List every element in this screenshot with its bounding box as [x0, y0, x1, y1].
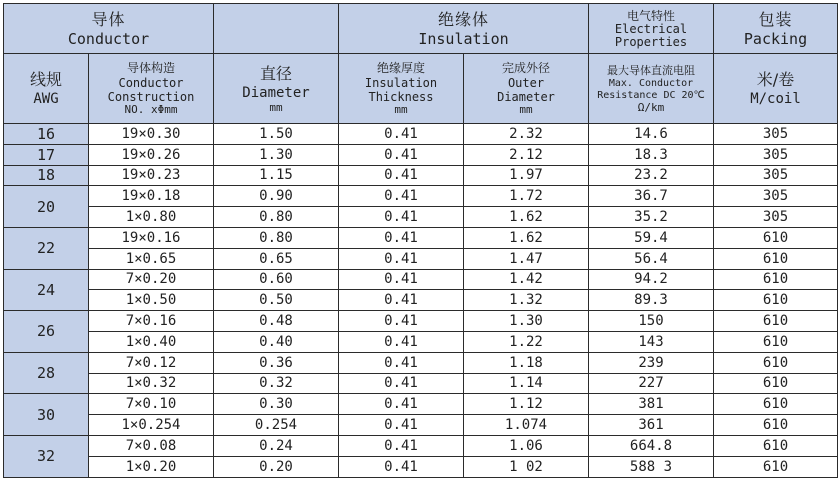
resistance-cell: 227 [589, 373, 714, 394]
packing-cell: 305 [714, 186, 838, 207]
construction-cell: 19×0.18 [89, 186, 214, 207]
outer-cell: 1.22 [464, 331, 589, 352]
spec-table-body [4, 124, 838, 478]
construction-cell: 19×0.26 [89, 144, 214, 165]
diameter-cell: 0.50 [214, 290, 339, 311]
header-insulation [339, 4, 589, 54]
diameter-cell: 0.60 [214, 269, 339, 290]
outer-cell: 1.42 [464, 269, 589, 290]
col-thickness [339, 54, 464, 124]
thickness-cell: 0.41 [339, 394, 464, 415]
thickness-cell: 0.41 [339, 207, 464, 228]
col-diameter [214, 54, 339, 124]
col-thickness-en-2: Thickness [368, 90, 434, 104]
diameter-cell: 0.30 [214, 394, 339, 415]
awg-cell: 28 [4, 352, 89, 394]
packing-cell: 610 [714, 352, 838, 373]
col-resistance [589, 54, 714, 124]
col-awg-zh: 线规 [29, 69, 62, 89]
header-packing-zh: 包装 [758, 9, 793, 29]
table-row [4, 207, 838, 228]
outer-cell: 1.72 [464, 186, 589, 207]
awg-cell: 20 [4, 186, 89, 228]
col-outer-zh: 完成外径 [501, 61, 550, 75]
resistance-cell: 23.2 [589, 165, 714, 186]
packing-cell: 610 [714, 311, 838, 332]
table-row [4, 311, 838, 332]
packing-cell: 610 [714, 227, 838, 248]
packing-cell: 610 [714, 415, 838, 436]
header-conductor [4, 4, 214, 54]
resistance-cell: 143 [589, 331, 714, 352]
col-construction-unit: NO. xΦmm [124, 103, 178, 116]
col-diameter-en: Diameter [242, 84, 310, 101]
resistance-cell: 89.3 [589, 290, 714, 311]
thickness-cell: 0.41 [339, 435, 464, 456]
resistance-cell: 36.7 [589, 186, 714, 207]
table-row [4, 352, 838, 373]
table-row [4, 269, 838, 290]
diameter-cell: 0.24 [214, 435, 339, 456]
diameter-cell: 1.15 [214, 165, 339, 186]
construction-cell: 1×0.65 [89, 248, 214, 269]
awg-cell: 22 [4, 227, 89, 269]
wire-spec-table [3, 3, 838, 478]
col-packing [714, 54, 838, 124]
resistance-cell: 35.2 [589, 207, 714, 228]
outer-cell: 1.14 [464, 373, 589, 394]
packing-cell: 610 [714, 394, 838, 415]
diameter-cell: 1.50 [214, 124, 339, 145]
thickness-cell: 0.41 [339, 269, 464, 290]
resistance-cell: 361 [589, 415, 714, 436]
diameter-cell: 0.90 [214, 186, 339, 207]
construction-cell: 19×0.30 [89, 124, 214, 145]
outer-cell: 1.47 [464, 248, 589, 269]
resistance-cell: 94.2 [589, 269, 714, 290]
construction-cell: 1×0.20 [89, 456, 214, 477]
packing-cell: 610 [714, 269, 838, 290]
resistance-cell: 588 3 [589, 456, 714, 477]
resistance-cell: 381 [589, 394, 714, 415]
outer-cell: 1.074 [464, 415, 589, 436]
col-resistance-en-2: Resistance DC 20℃ [597, 89, 705, 101]
diameter-cell: 0.65 [214, 248, 339, 269]
packing-cell: 610 [714, 435, 838, 456]
col-resistance-unit: Ω/km [637, 100, 665, 114]
diameter-cell: 0.40 [214, 331, 339, 352]
header-electrical-zh: 电气特性 [626, 8, 675, 23]
col-thickness-en-1: Insulation [364, 76, 438, 90]
packing-cell: 610 [714, 331, 838, 352]
header-conductor-en: Conductor [67, 29, 150, 48]
table-row [4, 165, 838, 186]
table-row [4, 331, 838, 352]
table-row [4, 415, 838, 436]
col-outer-en-1: Outer [507, 76, 545, 90]
col-diameter-zh: 直径 [259, 63, 292, 83]
thickness-cell: 0.41 [339, 331, 464, 352]
packing-cell: 305 [714, 124, 838, 145]
col-resistance-zh: 最大导体直流电阻 [607, 63, 695, 77]
header-packing [714, 4, 838, 54]
construction-cell: 7×0.12 [89, 352, 214, 373]
construction-cell: 1×0.50 [89, 290, 214, 311]
col-awg-en: AWG [33, 90, 59, 107]
outer-cell: 1 02 [464, 456, 589, 477]
thickness-cell: 0.41 [339, 456, 464, 477]
construction-cell: 1×0.80 [89, 207, 214, 228]
packing-cell: 305 [714, 165, 838, 186]
table-row [4, 435, 838, 456]
construction-cell: 1×0.254 [89, 415, 214, 436]
table-row [4, 124, 838, 145]
outer-cell: 2.12 [464, 144, 589, 165]
table-row [4, 227, 838, 248]
table-row [4, 373, 838, 394]
diameter-cell: 0.80 [214, 227, 339, 248]
resistance-cell: 239 [589, 352, 714, 373]
resistance-cell: 14.6 [589, 124, 714, 145]
awg-cell: 26 [4, 311, 89, 353]
header-electrical [589, 4, 714, 54]
table-row [4, 186, 838, 207]
table-row [4, 456, 838, 477]
col-resistance-en-1: Max. Conductor [608, 77, 694, 89]
diameter-cell: 0.48 [214, 311, 339, 332]
awg-cell: 16 [4, 124, 89, 145]
outer-cell: 1.12 [464, 394, 589, 415]
resistance-cell: 664.8 [589, 435, 714, 456]
thickness-cell: 0.41 [339, 311, 464, 332]
thickness-cell: 0.41 [339, 227, 464, 248]
col-construction-en-1: Conductor [118, 76, 184, 90]
col-construction-en-2: Construction [107, 90, 195, 104]
diameter-cell: 0.80 [214, 207, 339, 228]
construction-cell: 7×0.20 [89, 269, 214, 290]
packing-cell: 305 [714, 207, 838, 228]
awg-cell: 17 [4, 144, 89, 165]
awg-cell: 32 [4, 435, 89, 477]
table-row [4, 248, 838, 269]
table-row [4, 394, 838, 415]
header-conductor-spacer [214, 4, 339, 54]
resistance-cell: 59.4 [589, 227, 714, 248]
col-diameter-unit: mm [269, 100, 283, 114]
header-row-columns [4, 54, 838, 124]
thickness-cell: 0.41 [339, 373, 464, 394]
thickness-cell: 0.41 [339, 352, 464, 373]
construction-cell: 7×0.10 [89, 394, 214, 415]
col-packing-zh: 米/卷 [756, 69, 795, 89]
outer-cell: 1.62 [464, 207, 589, 228]
col-outer [464, 54, 589, 124]
resistance-cell: 18.3 [589, 144, 714, 165]
outer-cell: 1.30 [464, 311, 589, 332]
thickness-cell: 0.41 [339, 144, 464, 165]
outer-cell: 1.06 [464, 435, 589, 456]
packing-cell: 610 [714, 290, 838, 311]
packing-cell: 610 [714, 373, 838, 394]
resistance-cell: 56.4 [589, 248, 714, 269]
outer-cell: 1.32 [464, 290, 589, 311]
col-packing-en: M/coil [750, 90, 801, 107]
header-insulation-zh: 绝缘体 [437, 9, 489, 29]
awg-cell: 18 [4, 165, 89, 186]
header-electrical-en-2: Properties [614, 34, 688, 49]
construction-cell: 1×0.32 [89, 373, 214, 394]
col-outer-en-2: Diameter [497, 90, 555, 104]
thickness-cell: 0.41 [339, 124, 464, 145]
thickness-cell: 0.41 [339, 186, 464, 207]
construction-cell: 19×0.16 [89, 227, 214, 248]
header-packing-en: Packing [743, 29, 808, 48]
outer-cell: 2.32 [464, 124, 589, 145]
table-row [4, 144, 838, 165]
packing-cell: 610 [714, 456, 838, 477]
col-awg [4, 54, 89, 124]
thickness-cell: 0.41 [339, 165, 464, 186]
construction-cell: 7×0.08 [89, 435, 214, 456]
thickness-cell: 0.41 [339, 248, 464, 269]
construction-cell: 19×0.23 [89, 165, 214, 186]
diameter-cell: 0.20 [214, 456, 339, 477]
col-thickness-unit: mm [394, 103, 408, 116]
header-row-groups [4, 4, 838, 54]
awg-cell: 24 [4, 269, 89, 311]
table-row [4, 290, 838, 311]
construction-cell: 1×0.40 [89, 331, 214, 352]
packing-cell: 610 [714, 248, 838, 269]
diameter-cell: 0.32 [214, 373, 339, 394]
thickness-cell: 0.41 [339, 415, 464, 436]
outer-cell: 1.97 [464, 165, 589, 186]
col-construction [89, 54, 214, 124]
diameter-cell: 0.254 [214, 415, 339, 436]
outer-cell: 1.62 [464, 227, 589, 248]
diameter-cell: 0.36 [214, 352, 339, 373]
awg-cell: 30 [4, 394, 89, 436]
resistance-cell: 150 [589, 311, 714, 332]
header-conductor-zh: 导体 [91, 9, 126, 29]
header-insulation-en: Insulation [418, 29, 509, 48]
construction-cell: 7×0.16 [89, 311, 214, 332]
packing-cell: 305 [714, 144, 838, 165]
header-electrical-en-1: Electrical [614, 21, 688, 36]
thickness-cell: 0.41 [339, 290, 464, 311]
col-outer-unit: mm [519, 103, 533, 116]
diameter-cell: 1.30 [214, 144, 339, 165]
outer-cell: 1.18 [464, 352, 589, 373]
col-thickness-zh: 绝缘厚度 [376, 61, 425, 75]
col-construction-zh: 导体构造 [126, 61, 175, 75]
